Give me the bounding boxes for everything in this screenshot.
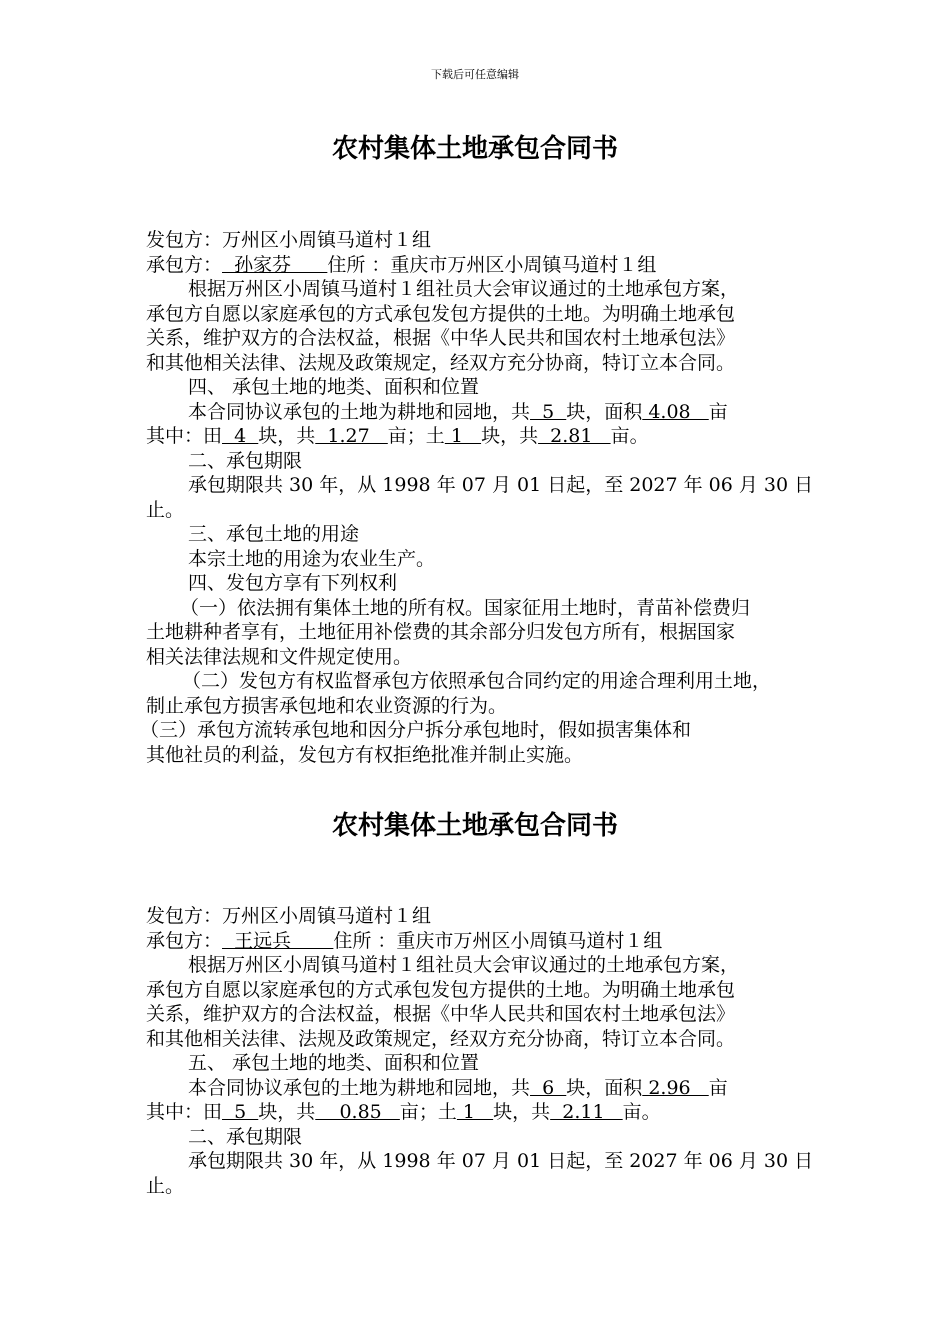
right-line: 其他社员的利益，发包方有权拒绝批准并制止实施。 xyxy=(146,743,584,766)
contractor-line: 承包方： 王远兵 住所 ：重庆市万州区小周镇马道村１组 xyxy=(146,929,663,952)
term-line: 承包期限共 30 年，从 1998 年 07 月 01 日起，至 2027 年 06 月 30 日 xyxy=(188,1150,814,1172)
right-line: 相关法律法规和文件规定使用。 xyxy=(146,645,413,668)
intro-line: 承包方自愿以家庭承包的方式承包发包方提供的土地。为明确土地承包 xyxy=(146,978,736,1001)
intro-line: 关系，维护双方的合法权益，根据《中华人民共和国农村土地承包法》 xyxy=(146,327,736,349)
contractor-line: 承包方： 孙家芬 住所 ：重庆市万州区小周镇马道村１组 xyxy=(146,253,657,276)
contractor-name: 孙家芬 xyxy=(222,253,328,276)
right-line: （三）承包方流转承包地和因分户拆分承包地时，假如损害集体和 xyxy=(140,719,692,741)
intro-line: 根据万州区小周镇马道村１组社员大会审议通过的土地承包方案， xyxy=(188,954,740,976)
contractor-name: 王远兵 xyxy=(222,929,334,952)
intro-line: 关系，维护双方的合法权益，根据《中华人民共和国农村土地承包法》 xyxy=(146,1003,736,1025)
section-heading: 二、承包期限 xyxy=(188,449,303,472)
right-line: （一）依法拥有集体土地的所有权。国家征用土地时，青苗补偿费归 xyxy=(180,596,751,619)
right-line: （二）发包方有权监督承包方依照承包合同约定的用途合理利用土地， xyxy=(182,670,772,692)
section-heading: 二、承包期限 xyxy=(188,1125,303,1148)
right-line: 制止承包方损害承包地和农业资源的行为。 xyxy=(146,694,508,717)
contract-body xyxy=(140,228,856,767)
term-line: 止。 xyxy=(146,498,185,521)
term-line: 承包期限共 30 年，从 1998 年 07 月 01 日起，至 2027 年 06 月 30 日 xyxy=(188,474,814,496)
section-heading: 四、发包方享有下列权利 xyxy=(188,572,398,594)
use-line: 本宗土地的用途为农业生产。 xyxy=(188,547,436,570)
issuer-line: 发包方：万州区小周镇马道村１组 xyxy=(146,229,432,251)
intro-line: 和其他相关法律、法规及政策规定，经双方充分协商，特订立本合同。 xyxy=(146,351,736,374)
section-heading: 五、 承包土地的地类、面积和位置 xyxy=(188,1052,480,1074)
intro-line: 根据万州区小周镇马道村１组社员大会审议通过的土地承包方案， xyxy=(188,278,740,300)
issuer-line: 发包方：万州区小周镇马道村１组 xyxy=(146,905,432,927)
contract-body xyxy=(146,904,856,1198)
intro-line: 承包方自愿以家庭承包的方式承包发包方提供的土地。为明确土地承包 xyxy=(146,302,736,325)
land-line: 本合同协议承包的土地为耕地和园地，共 5 块，面积 4.08 亩 xyxy=(188,400,728,423)
page-header-note: 下载后可任意编辑 xyxy=(431,68,519,81)
section-heading: 四、 承包土地的地类、面积和位置 xyxy=(188,376,480,398)
contract-title: 农村集体土地承包合同书 xyxy=(331,811,618,841)
contract-title: 农村集体土地承包合同书 xyxy=(331,134,618,164)
land-detail-line: 其中：田 4 块，共 1.27 亩；土 1 块，共 2.81 亩。 xyxy=(146,425,649,447)
land-line: 本合同协议承包的土地为耕地和园地，共 6 块，面积 2.96 亩 xyxy=(188,1076,728,1099)
right-line: 土地耕种者享有，土地征用补偿费的其余部分归发包方所有，根据国家 xyxy=(146,621,736,643)
intro-line: 和其他相关法律、法规及政策规定，经双方充分协商，特订立本合同。 xyxy=(146,1027,736,1050)
section-heading: 三、承包土地的用途 xyxy=(188,523,360,545)
land-detail-line: 其中：田 5 块，共 0.85 亩；土 1 块，共 2.11 亩。 xyxy=(146,1101,661,1123)
term-line: 止。 xyxy=(146,1174,185,1197)
